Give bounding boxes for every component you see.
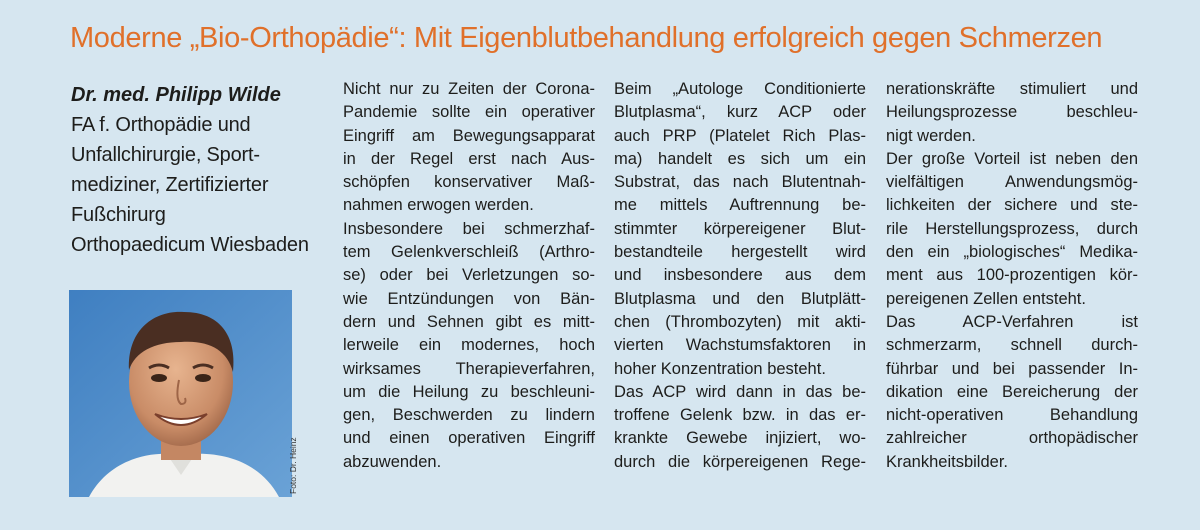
- body-text-line: ma) handelt es sich um ein: [614, 149, 866, 168]
- body-text-line: schöpfen konservativer Maß-: [343, 173, 595, 192]
- body-text-line: dikation eine Bereicherung der: [886, 382, 1138, 401]
- body-text-line: nigt werden.: [886, 126, 976, 145]
- body-text-line: gen, Beschwerden zu lindern: [343, 406, 595, 425]
- body-text-line: und einen operativen Eingriff: [343, 429, 595, 448]
- body-text-line: troffene Gelenk bzw. in das er-: [614, 406, 866, 425]
- author-title-line: mediziner, Zertifizierter: [71, 174, 269, 196]
- author-name: Dr. med. Philipp Wilde: [71, 84, 281, 106]
- article-title: Moderne „Bio-Orthopädie“: Mit Eigenblutbehandlung erfolgreich gegen Schmerzen: [70, 22, 1103, 54]
- body-text-line: se) oder bei Verletzungen so-: [343, 266, 595, 285]
- body-text-line: ment aus 100-prozentigen kör-: [886, 266, 1138, 285]
- body-text-line: hoher Konzentration besteht.: [614, 359, 826, 378]
- body-text-line: schmerzarm, schnell durch-: [886, 336, 1138, 355]
- body-text-line: vielfältigen Anwendungsmög-: [886, 173, 1138, 192]
- author-title-line: Fußchirurg: [71, 204, 166, 226]
- body-text-line: Substrat, das nach Blutentnah-: [614, 173, 866, 192]
- author-affiliation: Orthopaedicum Wiesbaden: [71, 234, 309, 256]
- body-text-line: me mittels Auftrennung be-: [614, 196, 866, 215]
- body-text-line: Das ACP-Verfahren ist: [886, 312, 1138, 331]
- body-text-line: Blutplasma“, kurz ACP oder: [614, 103, 866, 122]
- body-text-line: Krankheitsbilder.: [886, 452, 1008, 471]
- body-text-line: lichkeiten der sichere und ste-: [886, 196, 1138, 215]
- body-text-line: Das ACP wird dann in das be-: [614, 382, 866, 401]
- body-text-line: auch PRP (Platelet Rich Plas-: [614, 126, 866, 145]
- body-text-line: zahlreicher orthopädischer: [886, 429, 1138, 448]
- text-column-2: [614, 78, 866, 474]
- body-text-line: bestandteile hergestellt wird: [614, 243, 866, 262]
- body-text-line: nerationskräfte stimuliert und: [886, 80, 1138, 98]
- text-column-1: [343, 78, 595, 474]
- author-title-line: FA f. Orthopädie und: [71, 114, 251, 136]
- body-text-line: krankte Gewebe injiziert, wo-: [614, 429, 866, 448]
- author-block: [71, 80, 341, 260]
- body-text-line: stimmter körpereigener Blut-: [614, 219, 866, 238]
- body-text-line: vierten Wachstumsfaktoren in: [614, 336, 866, 355]
- body-text-line: führbar und bei passender In-: [886, 359, 1138, 378]
- body-text-line: Der große Vorteil ist neben den: [886, 149, 1138, 168]
- body-text-line: nicht-operativen Behandlung: [886, 406, 1138, 425]
- body-text-line: rile Herstellungsprozess, durch: [886, 219, 1138, 238]
- author-portrait: [69, 290, 292, 497]
- photo-credit: Foto: Dr. Heinz: [288, 437, 298, 494]
- body-text-line: pereigenen Zellen entsteht.: [886, 289, 1086, 308]
- body-text-line: Blutplasma und den Blutplätt-: [614, 289, 866, 308]
- body-text-line: dern und Sehnen gibt es mitt-: [343, 312, 595, 331]
- body-text-line: tem Gelenkverschleiß (Arthro-: [343, 243, 595, 262]
- author-title-line: Unfallchirurgie, Sport-: [71, 144, 260, 166]
- body-text-line: Eingriff am Bewegungsapparat: [343, 126, 595, 145]
- body-text-line: Nicht nur zu Zeiten der Corona-: [343, 80, 595, 98]
- body-text-line: abzuwenden.: [343, 452, 442, 471]
- body-text-line: chen (Thrombozyten) mit akti-: [614, 312, 866, 331]
- body-text-line: in der Regel erst nach Aus-: [343, 149, 595, 168]
- portrait-illustration: [69, 290, 292, 497]
- body-text-line: und insbesondere aus dem: [614, 266, 866, 285]
- body-text-line: Insbesondere bei schmerzhaf-: [343, 219, 595, 238]
- text-column-3: [886, 78, 1138, 474]
- body-text-line: um die Heilung zu beschleuni-: [343, 382, 595, 401]
- body-text-line: nahmen erwogen werden.: [343, 196, 534, 215]
- body-text-line: den ein „biologisches“ Medika-: [886, 243, 1138, 262]
- body-text-line: wirksames Therapieverfahren,: [343, 359, 595, 378]
- body-text-line: durch die körpereigenen Rege-: [614, 452, 866, 471]
- body-text-line: Pandemie sollte ein operativer: [343, 103, 595, 122]
- body-text-line: Beim „Autologe Conditionierte: [614, 80, 866, 98]
- body-text-line: Heilungsprozesse beschleu-: [886, 103, 1138, 122]
- body-text-line: wie Entzündungen von Bän-: [343, 289, 595, 308]
- body-text-line: lerweile ein modernes, hoch: [343, 336, 595, 355]
